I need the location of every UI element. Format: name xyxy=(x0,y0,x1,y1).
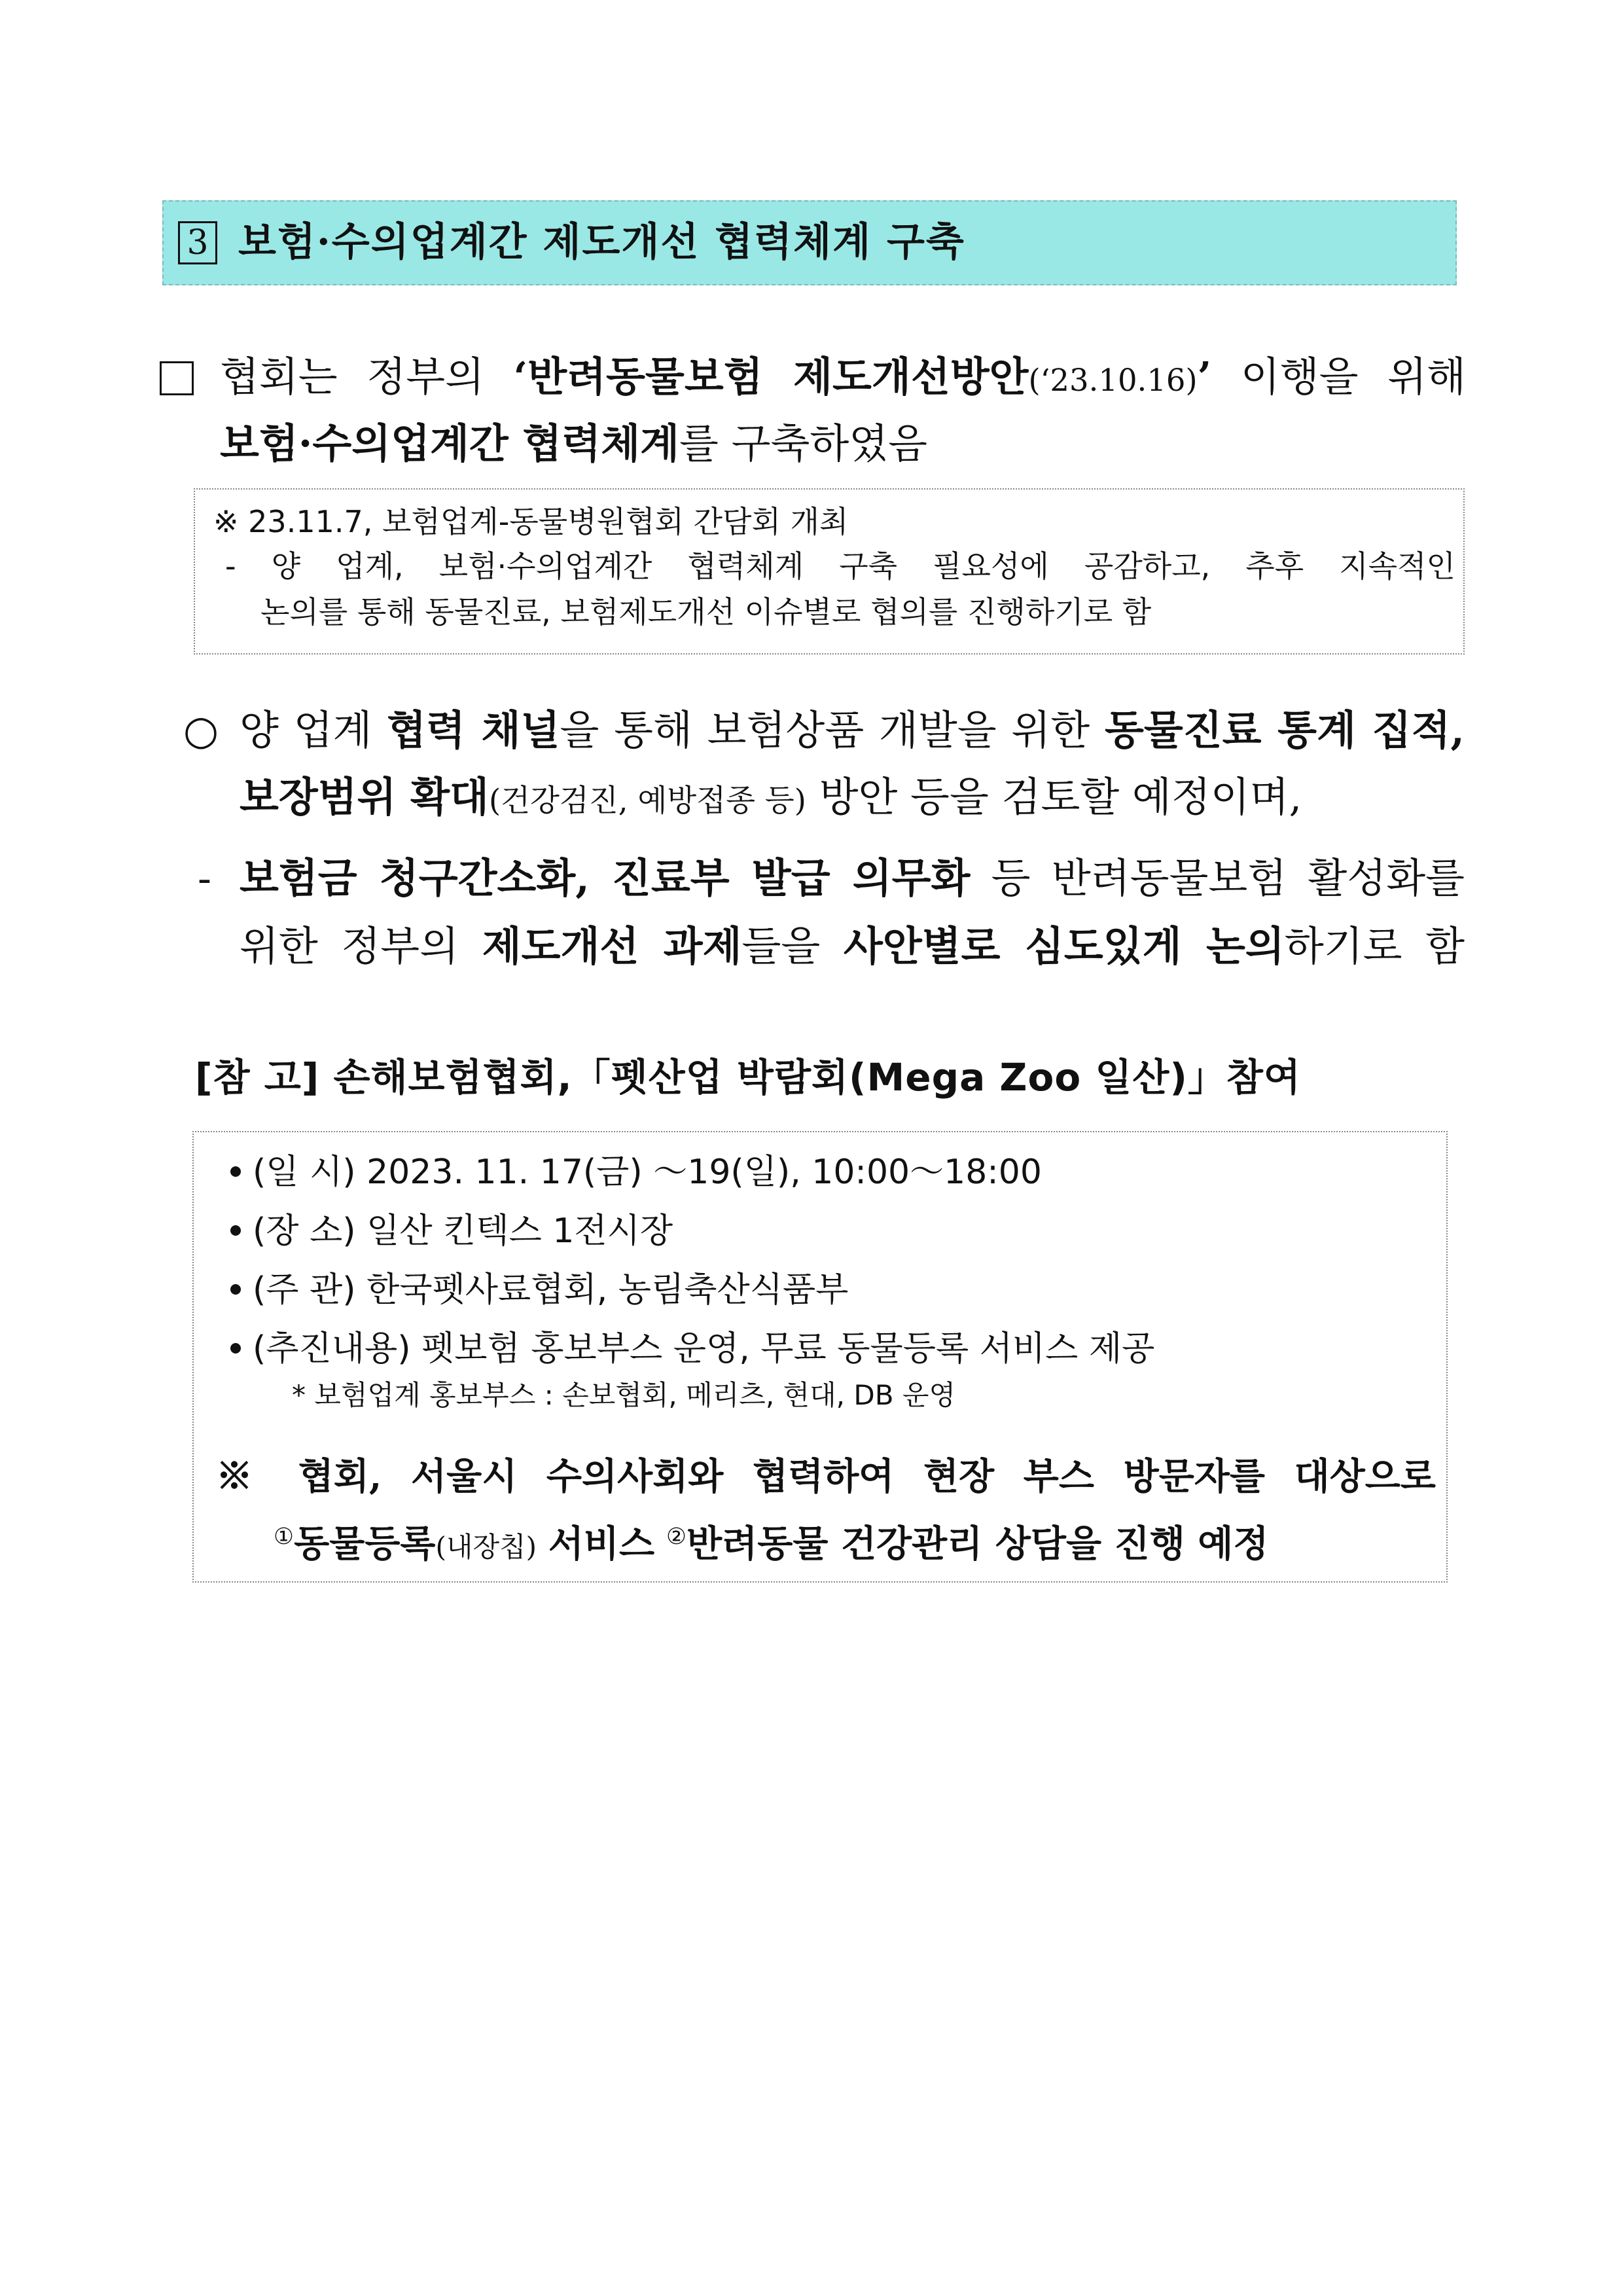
dash-point-bold-a: 보험금 청구간소화, 진료부 발급 의무화 xyxy=(240,854,971,902)
main-point-post-2: 를 구축하였음 xyxy=(679,420,928,467)
sub-point-paren: (건강검진, 예방접종 등) xyxy=(488,783,806,818)
main-point-bold-close: ’ xyxy=(1197,353,1212,401)
dash-point-text-b: 등 반려동물보험 활성화를 xyxy=(991,854,1465,902)
item-value: 한국펫사료협회, 농림축산식품부 xyxy=(366,1270,849,1310)
main-point-pre: 협회는 정부의 xyxy=(220,353,485,401)
item-value: 2023. 11. 17(금) ～19(일), 10:00～18:00 xyxy=(366,1153,1042,1192)
dash-point-line-1 xyxy=(240,852,1465,905)
main-point-bold: ‘반려동물보험 제도개선방안 xyxy=(513,353,1029,401)
reference-remark-line-1: ※ 협회, 서울시 수의사회와 협력하여 현장 부스 방문자를 대상으로 xyxy=(216,1455,1436,1498)
circled-one: ① xyxy=(274,1524,294,1550)
remark-bold-c: 서비스 xyxy=(548,1522,655,1566)
dash-point-text-2a: 위한 정부의 xyxy=(240,922,459,970)
item-label: (장 소) xyxy=(253,1211,356,1251)
main-point-date: (‘23.10.16) xyxy=(1028,363,1198,398)
dash-point-line-2 xyxy=(240,920,1465,973)
note-line-3: 논의를 통해 동물진료, 보험제도개선 이슈별로 협의를 진행하기로 함 xyxy=(260,594,1152,630)
sub-point-bold-2a: 보장범위 확대 xyxy=(240,773,489,821)
reference-item-host xyxy=(230,1267,848,1313)
reference-item-date xyxy=(230,1149,1042,1195)
dash-point-marker: - xyxy=(198,854,211,902)
reference-footnote: * 보험업계 홍보부스 : 손보협회, 메리츠, 현대, DB 운영 xyxy=(292,1379,956,1411)
bullet-icon xyxy=(230,1166,241,1177)
reference-item-content xyxy=(230,1326,1154,1372)
checkbox-bullet-icon xyxy=(160,361,194,395)
reference-remark-line-2 xyxy=(274,1512,1269,1572)
sub-point-text-c: 을 통해 보험상품 개발을 위한 xyxy=(560,706,1090,754)
sub-point-text-a: 양 업계 xyxy=(240,706,372,754)
section-title: 보험·수의업계간 제도개선 협력체계 구축 xyxy=(238,219,965,265)
reference-item-place xyxy=(230,1208,673,1254)
item-label: (추진내용) xyxy=(253,1329,411,1369)
sub-point-bold-d: 동물진료 통계 집적, xyxy=(1104,706,1465,754)
sub-point-text-2c: 방안 등을 검토할 예정이며, xyxy=(819,773,1302,821)
dash-point-bold-2b: 제도개선 과제 xyxy=(482,922,742,970)
reference-heading: [참 고] 손해보험협회,「펫산업 박람회(Mega Zoo 일산)」참여 xyxy=(195,1055,1301,1100)
dash-point-text-2c: 들을 xyxy=(741,922,821,970)
item-value: 펫보험 홍보부스 운영, 무료 동물등록 서비스 제공 xyxy=(421,1329,1155,1369)
main-point-post: 이행을 위해 xyxy=(1240,353,1467,401)
item-value: 일산 킨텍스 1전시장 xyxy=(366,1211,673,1251)
item-label: (주 관) xyxy=(253,1270,356,1310)
item-label: (일 시) xyxy=(253,1153,356,1192)
remark-bold-d: 반려동물 건강관리 상담을 진행 예정 xyxy=(687,1522,1269,1566)
circled-two: ② xyxy=(666,1524,687,1550)
sub-point-marker: ○ xyxy=(183,706,219,754)
dash-point-bold-2d: 사안별로 심도있게 논의 xyxy=(843,922,1285,970)
remark-bold-a: 동물등록 xyxy=(294,1522,436,1566)
sub-point-line-2 xyxy=(240,771,1302,827)
main-point-bold-2: 보험·수의업계간 협력체계 xyxy=(220,420,679,467)
sub-point-bold-b: 협력 채널 xyxy=(387,706,560,754)
main-point-line-1 xyxy=(220,351,1466,406)
note-line-2: - 양 업계, 보험·수의업계간 협력체계 구축 필요성에 공감하고, 추후 지속적인 xyxy=(225,548,1455,584)
remark-paren: (내장칩) xyxy=(435,1531,537,1564)
note-line-1: ※ 23.11.7, 보험업계-동물병원협회 간담회 개최 xyxy=(213,504,849,539)
dash-point-text-2e: 하기로 함 xyxy=(1284,922,1465,970)
bullet-icon xyxy=(230,1225,241,1236)
sub-point-line-1 xyxy=(240,704,1465,757)
bullet-icon xyxy=(230,1284,241,1295)
main-point-line-2 xyxy=(220,418,927,470)
section-number: 3 xyxy=(178,221,217,264)
bullet-icon xyxy=(230,1343,241,1354)
